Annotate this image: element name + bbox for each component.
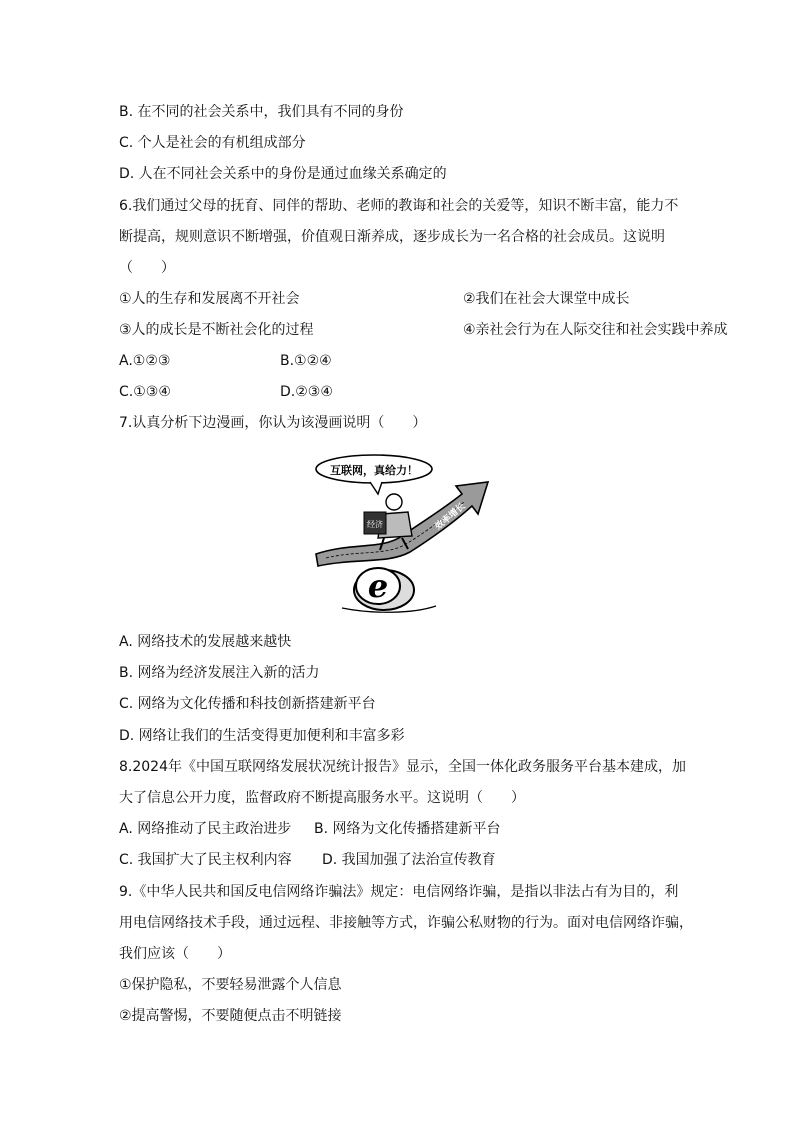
- q5-option-d: D. 人在不同社会关系中的身份是通过血缘关系确定的: [119, 166, 447, 182]
- q7-option-b: B. 网络为经济发展注入新的活力: [119, 665, 320, 681]
- q6-statement-4: ④亲社会行为在人际交往和社会实践中养成: [463, 322, 728, 338]
- q8-option-b: B. 网络为文化传播搭建新平台: [314, 821, 501, 837]
- q6-choice-d: D.②③④: [280, 384, 333, 400]
- q6-choice-b: B.①②④: [280, 353, 332, 369]
- q9-stem-line-2: 用电信网络技术手段，通过远程、非接触等方式，诈骗公私财物的行为。面对电信网络诈骗，: [119, 915, 693, 931]
- q8-options-row-2: [119, 850, 496, 870]
- q6-statement-2: ②我们在社会大课堂中成长: [463, 291, 630, 307]
- q8-stem-line-1: 8.2024年《中国互联网络发展状况统计报告》显示，全国一体化政务服务平台基本建成，加: [119, 759, 686, 775]
- q5-option-b: B. 在不同的社会关系中，我们具有不同的身份: [119, 104, 404, 120]
- q5-option-c: C. 个人是社会的有机组成部分: [119, 135, 306, 151]
- speech-bubble-tail: [370, 482, 382, 494]
- q8-option-a: A. 网络推动了民主政治进步: [119, 821, 292, 837]
- q7-option-a: A. 网络技术的发展越来越快: [119, 634, 292, 650]
- q8-stem-line-2: 大了信息公开力度，监督政府不断提高服务水平。这说明（ ）: [119, 790, 525, 806]
- q9-statement-1: ①保护隐私，不要轻易泄露个人信息: [119, 977, 342, 993]
- q9-stem-line-1: 9.《中华人民共和国反电信网络诈骗法》规定：电信网络诈骗，是指以非法占有为目的，利: [119, 884, 679, 900]
- internet-cartoon: [312, 452, 492, 614]
- character-head: [386, 494, 402, 510]
- e-logo-icon: e: [367, 567, 389, 605]
- q6-choices-row-2: [119, 382, 333, 402]
- q6-statement-3: ③人的成长是不断社会化的过程: [119, 322, 314, 338]
- q6-statement-1: ①人的生存和发展离不开社会: [119, 291, 300, 307]
- q8-option-c: C. 我国扩大了民主权利内容: [119, 852, 292, 868]
- q6-stem-line-2: 断提高，规则意识不断增强，价值观日渐养成，逐步成长为一名合格的社会成员。这说明: [119, 229, 665, 245]
- internet-cartoon-drawing: [312, 452, 492, 614]
- q8-options-row-1: [119, 819, 501, 839]
- growth-arrow-label: 效率增长: [433, 501, 468, 533]
- q6-choices-row-1: [119, 351, 332, 371]
- speech-bubble-text: 互联网，真给力！: [330, 464, 418, 477]
- q7-stem: 7.认真分析下边漫画，你认为该漫画说明（ ）: [119, 415, 427, 431]
- q8-option-d: D. 我国加强了法治宣传教育: [322, 852, 496, 868]
- q6-statements-row-2: [119, 320, 728, 340]
- q7-option-c: C. 网络为文化传播和科技创新搭建新平台: [119, 696, 376, 712]
- q6-choice-c: C.①③④: [119, 384, 171, 400]
- q7-option-d: D. 网络让我们的生活变得更加便利和丰富多彩: [119, 728, 405, 744]
- q6-answer-paren: （ ）: [119, 260, 175, 276]
- character-board-text: 经济: [367, 520, 383, 529]
- q6-statements-row-1: [119, 289, 630, 309]
- q9-stem-line-3: 我们应该（ ）: [119, 946, 231, 962]
- q6-choice-a: A.①②③: [119, 353, 171, 369]
- q9-statement-2: ②提高警惕，不要随便点击不明链接: [119, 1008, 342, 1024]
- q6-stem-line-1: 6.我们通过父母的抚育、同伴的帮助、老师的教诲和社会的关爱等，知识不断丰富，能力不: [119, 198, 679, 214]
